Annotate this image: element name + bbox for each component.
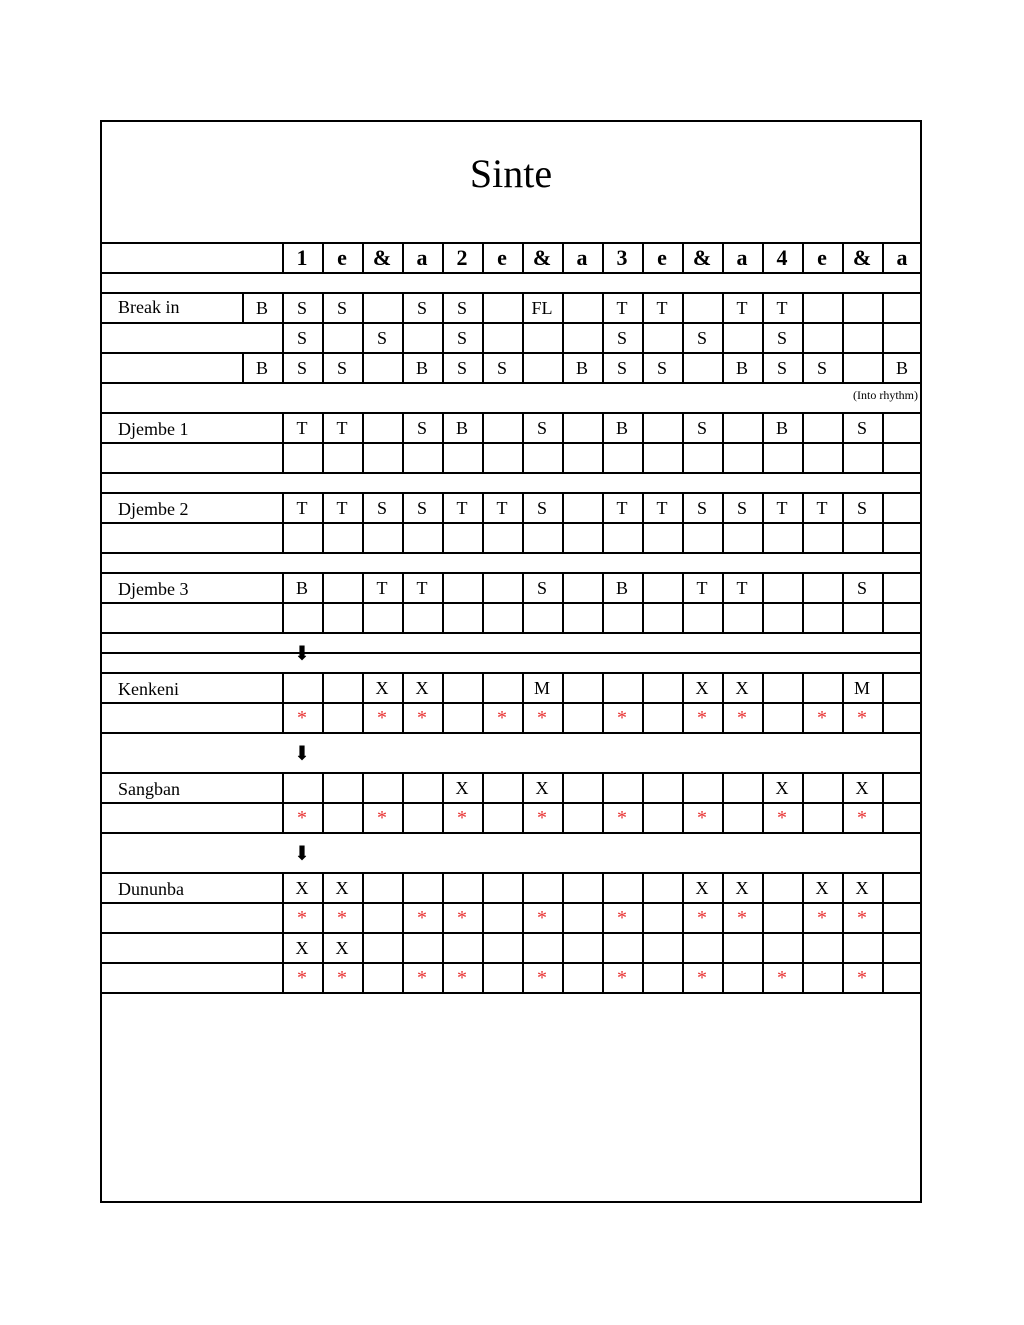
bell-mark: * xyxy=(297,967,307,989)
note-cell: T xyxy=(696,578,708,598)
grid-line xyxy=(362,872,364,992)
grid-line xyxy=(642,872,644,992)
note-cell: S xyxy=(416,418,427,438)
note-cell: X xyxy=(535,778,549,798)
down-arrow-icon: ⬇ xyxy=(293,843,311,865)
bell-mark: * xyxy=(697,707,707,729)
note-cell: S xyxy=(416,298,427,318)
grid-line xyxy=(882,492,884,552)
header-beat: e xyxy=(657,245,667,270)
bell-mark: * xyxy=(297,807,307,829)
note-cell: T xyxy=(416,578,428,598)
grid-line xyxy=(482,772,484,832)
note-cell: M xyxy=(853,678,870,698)
part-label: Sangban xyxy=(118,779,180,799)
bell-mark: * xyxy=(377,807,387,829)
bell-mark: * xyxy=(537,807,547,829)
note-cell: B xyxy=(895,358,908,378)
note-cell: S xyxy=(856,578,867,598)
note-cell: X xyxy=(375,678,389,698)
note-cell: X xyxy=(855,878,869,898)
grid-line xyxy=(102,552,920,554)
grid-line xyxy=(802,412,804,472)
header-beat: & xyxy=(532,245,552,270)
note-cell: X xyxy=(335,878,349,898)
page-title: Sinte xyxy=(469,151,553,196)
note-cell: B xyxy=(295,578,308,598)
note-cell: T xyxy=(656,498,668,518)
grid-line xyxy=(482,412,484,472)
note-cell: B xyxy=(735,358,748,378)
note-cell: S xyxy=(496,358,507,378)
note-cell: T xyxy=(736,578,748,598)
bell-mark: * xyxy=(857,907,867,929)
header-beat: e xyxy=(817,245,827,270)
bell-mark: * xyxy=(817,707,827,729)
note-cell: S xyxy=(696,418,707,438)
header-beat: & xyxy=(692,245,712,270)
grid-line xyxy=(482,872,484,992)
note-cell: S xyxy=(336,298,347,318)
note-cell: S xyxy=(536,498,547,518)
bell-mark: * xyxy=(697,967,707,989)
grid-line xyxy=(102,902,920,904)
note-cell: X xyxy=(695,678,709,698)
grid-line xyxy=(562,492,564,552)
grid-line xyxy=(762,672,764,732)
note-cell: S xyxy=(616,358,627,378)
grid-line xyxy=(402,772,404,832)
note-cell: S xyxy=(696,328,707,348)
bell-mark: * xyxy=(457,907,467,929)
note-cell: B xyxy=(415,358,428,378)
note-cell: T xyxy=(296,498,308,518)
grid-line xyxy=(322,572,324,632)
bell-mark: * xyxy=(857,807,867,829)
note-cell: T xyxy=(616,298,628,318)
note-cell: T xyxy=(816,498,828,518)
note-cell: T xyxy=(736,298,748,318)
bell-mark: * xyxy=(337,907,347,929)
grid-line xyxy=(362,412,364,472)
note-cell: B xyxy=(455,418,468,438)
part-label: Djembe 1 xyxy=(118,419,189,439)
note-cell: S xyxy=(736,498,747,518)
grid-line xyxy=(322,672,324,732)
grid-line xyxy=(562,872,564,992)
grid-line xyxy=(102,572,920,574)
header-beat: 3 xyxy=(616,245,628,270)
bell-mark: * xyxy=(817,907,827,929)
note-cell: S xyxy=(776,358,787,378)
grid-line xyxy=(442,672,444,732)
note-cell: S xyxy=(456,328,467,348)
bell-mark: * xyxy=(297,707,307,729)
note-cell: X xyxy=(295,878,309,898)
grid-line xyxy=(642,772,644,832)
note-cell: T xyxy=(656,298,668,318)
bell-mark: * xyxy=(777,967,787,989)
into-rhythm-note: (Into rhythm) xyxy=(853,388,918,402)
header-beat: & xyxy=(372,245,392,270)
header-beat: & xyxy=(852,245,872,270)
note-cell: S xyxy=(376,498,387,518)
grid-line xyxy=(642,412,644,472)
note-cell: X xyxy=(455,778,469,798)
part-label: Break in xyxy=(118,297,180,317)
note-cell: S xyxy=(456,358,467,378)
note-cell: B xyxy=(615,578,628,598)
bell-mark: * xyxy=(697,907,707,929)
note-cell: T xyxy=(296,418,308,438)
bell-mark: * xyxy=(297,907,307,929)
bell-mark: * xyxy=(537,707,547,729)
note-cell: T xyxy=(376,578,388,598)
grid-line xyxy=(642,572,644,632)
note-cell: B xyxy=(775,418,788,438)
grid-line xyxy=(102,632,920,634)
grid-line xyxy=(102,672,920,674)
pickup-note: B xyxy=(255,298,268,318)
note-cell: T xyxy=(776,298,788,318)
note-cell: T xyxy=(336,418,348,438)
grid-line xyxy=(102,872,920,874)
bell-mark: * xyxy=(777,807,787,829)
note-cell: S xyxy=(616,328,627,348)
note-cell: X xyxy=(335,938,349,958)
header-beat: e xyxy=(337,245,347,270)
note-cell: S xyxy=(416,498,427,518)
part-label: Kenkeni xyxy=(118,679,179,699)
grid-line xyxy=(322,772,324,832)
bell-mark: * xyxy=(697,807,707,829)
bell-mark: * xyxy=(457,807,467,829)
note-cell: S xyxy=(296,328,307,348)
bell-mark: * xyxy=(617,967,627,989)
grid-line xyxy=(102,472,920,474)
grid-line xyxy=(842,292,844,382)
bell-mark: * xyxy=(857,967,867,989)
note-cell: B xyxy=(615,418,628,438)
note-cell: T xyxy=(616,498,628,518)
note-cell: T xyxy=(776,498,788,518)
note-cell: X xyxy=(735,678,749,698)
grid-line xyxy=(482,572,484,632)
note-cell: S xyxy=(856,498,867,518)
bell-mark: * xyxy=(417,967,427,989)
bell-mark: * xyxy=(617,707,627,729)
note-cell: X xyxy=(775,778,789,798)
header-beat: e xyxy=(497,245,507,270)
note-cell: X xyxy=(735,878,749,898)
bell-mark: * xyxy=(737,907,747,929)
part-label: Djembe 3 xyxy=(118,579,189,599)
bell-mark: * xyxy=(537,967,547,989)
header-beat: 1 xyxy=(296,245,308,270)
note-cell: S xyxy=(536,418,547,438)
note-cell: FL xyxy=(531,298,553,318)
note-cell: S xyxy=(456,298,467,318)
down-arrow-icon: ⬇ xyxy=(293,743,311,765)
note-cell: S xyxy=(696,498,707,518)
grid-line xyxy=(762,572,764,632)
note-cell: S xyxy=(296,358,307,378)
note-cell: X xyxy=(295,938,309,958)
bell-mark: * xyxy=(417,707,427,729)
header-beat: a xyxy=(896,245,908,270)
header-beat: a xyxy=(576,245,588,270)
bell-mark: * xyxy=(537,907,547,929)
bell-mark: * xyxy=(497,707,507,729)
bell-mark: * xyxy=(337,967,347,989)
note-cell: T xyxy=(456,498,468,518)
note-cell: S xyxy=(776,328,787,348)
grid-line xyxy=(562,572,564,632)
bell-mark: * xyxy=(617,907,627,929)
note-cell: X xyxy=(815,878,829,898)
grid-line xyxy=(102,932,920,934)
note-cell: M xyxy=(533,678,550,698)
header-beat: a xyxy=(416,245,428,270)
bell-mark: * xyxy=(617,807,627,829)
part-label: Dununba xyxy=(118,879,184,899)
bell-mark: * xyxy=(857,707,867,729)
header-beat: 2 xyxy=(456,245,468,270)
header-beat: a xyxy=(736,245,748,270)
grid-line xyxy=(102,652,920,654)
bell-mark: * xyxy=(457,967,467,989)
note-cell: S xyxy=(816,358,827,378)
grid-line xyxy=(802,772,804,832)
grid-line xyxy=(642,672,644,732)
grid-line xyxy=(562,672,564,732)
note-cell: X xyxy=(695,878,709,898)
grid-line xyxy=(722,412,724,472)
note-cell: S xyxy=(296,298,307,318)
rhythm-sheet xyxy=(100,120,922,1203)
grid-line xyxy=(102,602,920,604)
down-arrow-icon: ⬇ xyxy=(293,643,311,665)
part-label: Djembe 2 xyxy=(118,499,189,519)
grid-line xyxy=(802,572,804,632)
note-cell: S xyxy=(656,358,667,378)
bell-mark: * xyxy=(377,707,387,729)
note-cell: S xyxy=(856,418,867,438)
grid-line xyxy=(442,572,444,632)
bell-mark: * xyxy=(737,707,747,729)
grid-line xyxy=(882,412,884,472)
grid-line xyxy=(722,772,724,832)
grid-line xyxy=(882,572,884,632)
header-beat: 4 xyxy=(776,245,788,270)
note-cell: S xyxy=(536,578,547,598)
grid-line xyxy=(882,872,884,992)
pickup-note: B xyxy=(255,358,268,378)
grid-line xyxy=(562,772,564,832)
grid-line xyxy=(882,772,884,832)
note-cell: X xyxy=(415,678,429,698)
note-cell: S xyxy=(336,358,347,378)
note-cell: T xyxy=(336,498,348,518)
note-cell: T xyxy=(496,498,508,518)
bell-mark: * xyxy=(417,907,427,929)
grid-line xyxy=(562,412,564,472)
grid-line xyxy=(882,672,884,732)
note-cell: B xyxy=(575,358,588,378)
note-cell: X xyxy=(855,778,869,798)
note-cell: S xyxy=(376,328,387,348)
